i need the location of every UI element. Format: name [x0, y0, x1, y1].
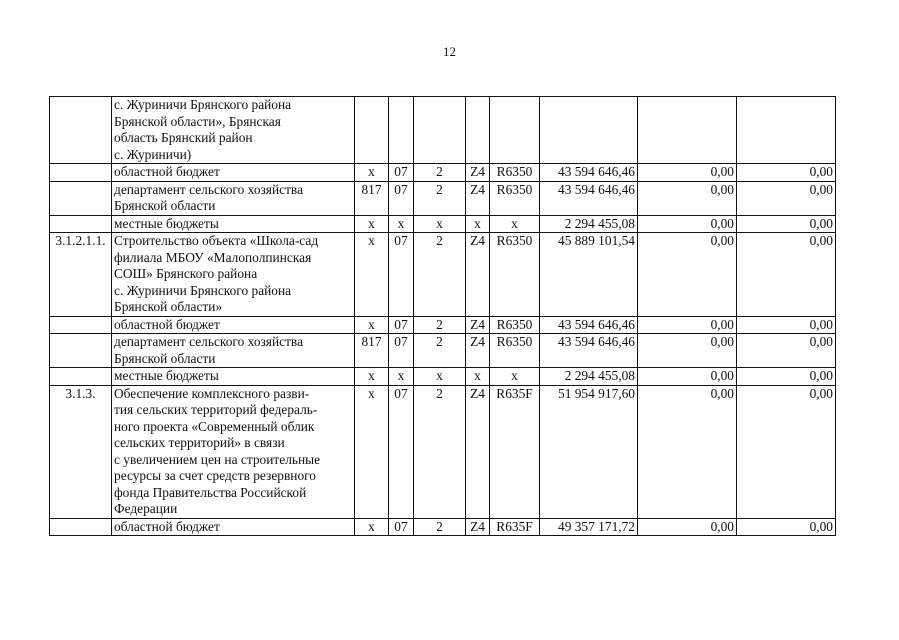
- row-name: [112, 334, 355, 368]
- row-number: [50, 164, 112, 182]
- program-code: x: [466, 368, 490, 386]
- amount-year-1: 2 294 455,08: [540, 215, 638, 233]
- row-name-line: Брянской области: [114, 198, 216, 213]
- program-code: Z4: [466, 233, 490, 317]
- table-row: [50, 518, 836, 536]
- section-code: x: [389, 215, 414, 233]
- row-name-line: Строительство объекта «Школа-сад: [114, 233, 319, 248]
- section-code: 07: [389, 164, 414, 182]
- section-code: [389, 97, 414, 164]
- table-row: [50, 334, 836, 368]
- grbs-code: 817: [355, 334, 389, 368]
- subsection-code: [414, 97, 466, 164]
- row-name-line: департамент сельского хозяйства: [114, 181, 304, 197]
- subsection-code: 2: [414, 334, 466, 368]
- subsection-code: 2: [414, 385, 466, 518]
- table-row: [50, 316, 836, 334]
- row-name-line: Федерации: [114, 501, 178, 516]
- budget-table: [49, 96, 836, 536]
- subsection-code: 2: [414, 316, 466, 334]
- row-name-line: областной бюджет: [114, 518, 220, 534]
- amount-year-1: 51 954 917,60: [540, 385, 638, 518]
- row-name-line: Брянской области», Брянская: [114, 113, 281, 129]
- row-name-line: с. Журиничи Брянского района: [114, 282, 292, 298]
- row-name-line: ресурсы за счет средств резервного: [114, 468, 317, 483]
- amount-year-1: 45 889 101,54: [540, 233, 638, 317]
- table-row: [50, 385, 836, 518]
- program-code: Z4: [466, 164, 490, 182]
- row-name-line: областной бюджет: [114, 164, 220, 179]
- row-number: [50, 334, 112, 368]
- row-name: [112, 518, 355, 536]
- target-code: R6350: [490, 233, 540, 317]
- subsection-code: x: [414, 368, 466, 386]
- section-code: 07: [389, 385, 414, 518]
- table-row: [50, 233, 836, 317]
- amount-year-2: 0,00: [638, 368, 737, 386]
- target-code: x: [490, 215, 540, 233]
- row-name-line: область Брянский район: [114, 130, 253, 145]
- program-code: Z4: [466, 316, 490, 334]
- amount-year-3: 0,00: [737, 385, 836, 518]
- grbs-code: x: [355, 518, 389, 536]
- grbs-code: x: [355, 385, 389, 518]
- grbs-code: x: [355, 316, 389, 334]
- section-code: 07: [389, 334, 414, 368]
- target-code: R6350: [490, 164, 540, 182]
- amount-year-2: 0,00: [638, 181, 737, 215]
- row-name-line: Брянской области: [114, 350, 216, 366]
- row-number: 3.1.2.1.1.: [50, 233, 112, 317]
- amount-year-1: 43 594 646,46: [540, 316, 638, 334]
- amount-year-3: 0,00: [737, 368, 836, 386]
- amount-year-3: 0,00: [737, 215, 836, 233]
- row-name-line: с. Журиничи Брянского района: [114, 97, 292, 112]
- section-code: x: [389, 368, 414, 386]
- row-name-line: местные бюджеты: [114, 368, 219, 383]
- grbs-code: [355, 97, 389, 164]
- row-name-line: департамент сельского хозяйства: [114, 334, 304, 349]
- target-code: [490, 97, 540, 164]
- amount-year-3: [737, 97, 836, 164]
- amount-year-3: 0,00: [737, 233, 836, 317]
- row-name-line: тия сельских территорий федераль-: [114, 402, 318, 417]
- amount-year-2: 0,00: [638, 316, 737, 334]
- grbs-code: 817: [355, 181, 389, 215]
- row-name: [112, 316, 355, 334]
- row-name-line: филиала МБОУ «Малополпинская: [114, 249, 312, 265]
- amount-year-2: 0,00: [638, 215, 737, 233]
- amount-year-1: [540, 97, 638, 164]
- table-row: [50, 97, 836, 164]
- page-number: 12: [443, 44, 456, 59]
- program-code: Z4: [466, 518, 490, 536]
- row-number: [50, 518, 112, 536]
- amount-year-3: 0,00: [737, 181, 836, 215]
- table-body: [50, 97, 836, 536]
- row-name: [112, 215, 355, 233]
- row-name: [112, 233, 355, 317]
- amount-year-1: 43 594 646,46: [540, 164, 638, 182]
- row-name-line: СОШ» Брянского района: [114, 266, 258, 281]
- row-name: [112, 368, 355, 386]
- table-row: [50, 181, 836, 215]
- row-name-line: местные бюджеты: [114, 215, 219, 231]
- subsection-code: x: [414, 215, 466, 233]
- target-code: R635F: [490, 518, 540, 536]
- row-name-line: с увеличением цен на строительные: [114, 451, 321, 467]
- row-name-line: сельских территорий» в связи: [114, 435, 285, 450]
- row-number: [50, 97, 112, 164]
- row-number: [50, 316, 112, 334]
- grbs-code: x: [355, 164, 389, 182]
- target-code: R6350: [490, 316, 540, 334]
- amount-year-3: 0,00: [737, 334, 836, 368]
- program-code: Z4: [466, 181, 490, 215]
- amount-year-3: 0,00: [737, 518, 836, 536]
- amount-year-2: 0,00: [638, 164, 737, 182]
- amount-year-2: 0,00: [638, 233, 737, 317]
- table-row: [50, 164, 836, 182]
- subsection-code: 2: [414, 233, 466, 317]
- row-name: [112, 181, 355, 215]
- target-code: R6350: [490, 334, 540, 368]
- target-code: R6350: [490, 181, 540, 215]
- amount-year-1: 2 294 455,08: [540, 368, 638, 386]
- row-name-line: Обеспечение комплексного разви-: [114, 385, 310, 401]
- row-name-line: фонда Правительства Российской: [114, 484, 307, 500]
- table-row: [50, 215, 836, 233]
- row-name: [112, 164, 355, 182]
- row-name-line: Брянской области»: [114, 299, 223, 314]
- section-code: 07: [389, 181, 414, 215]
- amount-year-1: 43 594 646,46: [540, 334, 638, 368]
- amount-year-1: 43 594 646,46: [540, 181, 638, 215]
- amount-year-2: [638, 97, 737, 164]
- row-name: [112, 97, 355, 164]
- section-code: 07: [389, 316, 414, 334]
- grbs-code: x: [355, 233, 389, 317]
- row-name-line: с. Журиничи): [114, 146, 192, 162]
- row-number: [50, 181, 112, 215]
- row-number: [50, 368, 112, 386]
- amount-year-2: 0,00: [638, 334, 737, 368]
- subsection-code: 2: [414, 518, 466, 536]
- row-name: [112, 385, 355, 518]
- section-code: 07: [389, 233, 414, 317]
- grbs-code: x: [355, 368, 389, 386]
- amount-year-1: 49 357 171,72: [540, 518, 638, 536]
- subsection-code: 2: [414, 164, 466, 182]
- row-name-line: ного проекта «Современный облик: [114, 418, 315, 434]
- amount-year-2: 0,00: [638, 518, 737, 536]
- grbs-code: x: [355, 215, 389, 233]
- subsection-code: 2: [414, 181, 466, 215]
- row-number: 3.1.3.: [50, 385, 112, 518]
- target-code: x: [490, 368, 540, 386]
- section-code: 07: [389, 518, 414, 536]
- row-number: [50, 215, 112, 233]
- target-code: R635F: [490, 385, 540, 518]
- table-row: [50, 368, 836, 386]
- amount-year-3: 0,00: [737, 316, 836, 334]
- program-code: Z4: [466, 385, 490, 518]
- program-code: [466, 97, 490, 164]
- program-code: x: [466, 215, 490, 233]
- row-name-line: областной бюджет: [114, 316, 220, 332]
- amount-year-2: 0,00: [638, 385, 737, 518]
- amount-year-3: 0,00: [737, 164, 836, 182]
- program-code: Z4: [466, 334, 490, 368]
